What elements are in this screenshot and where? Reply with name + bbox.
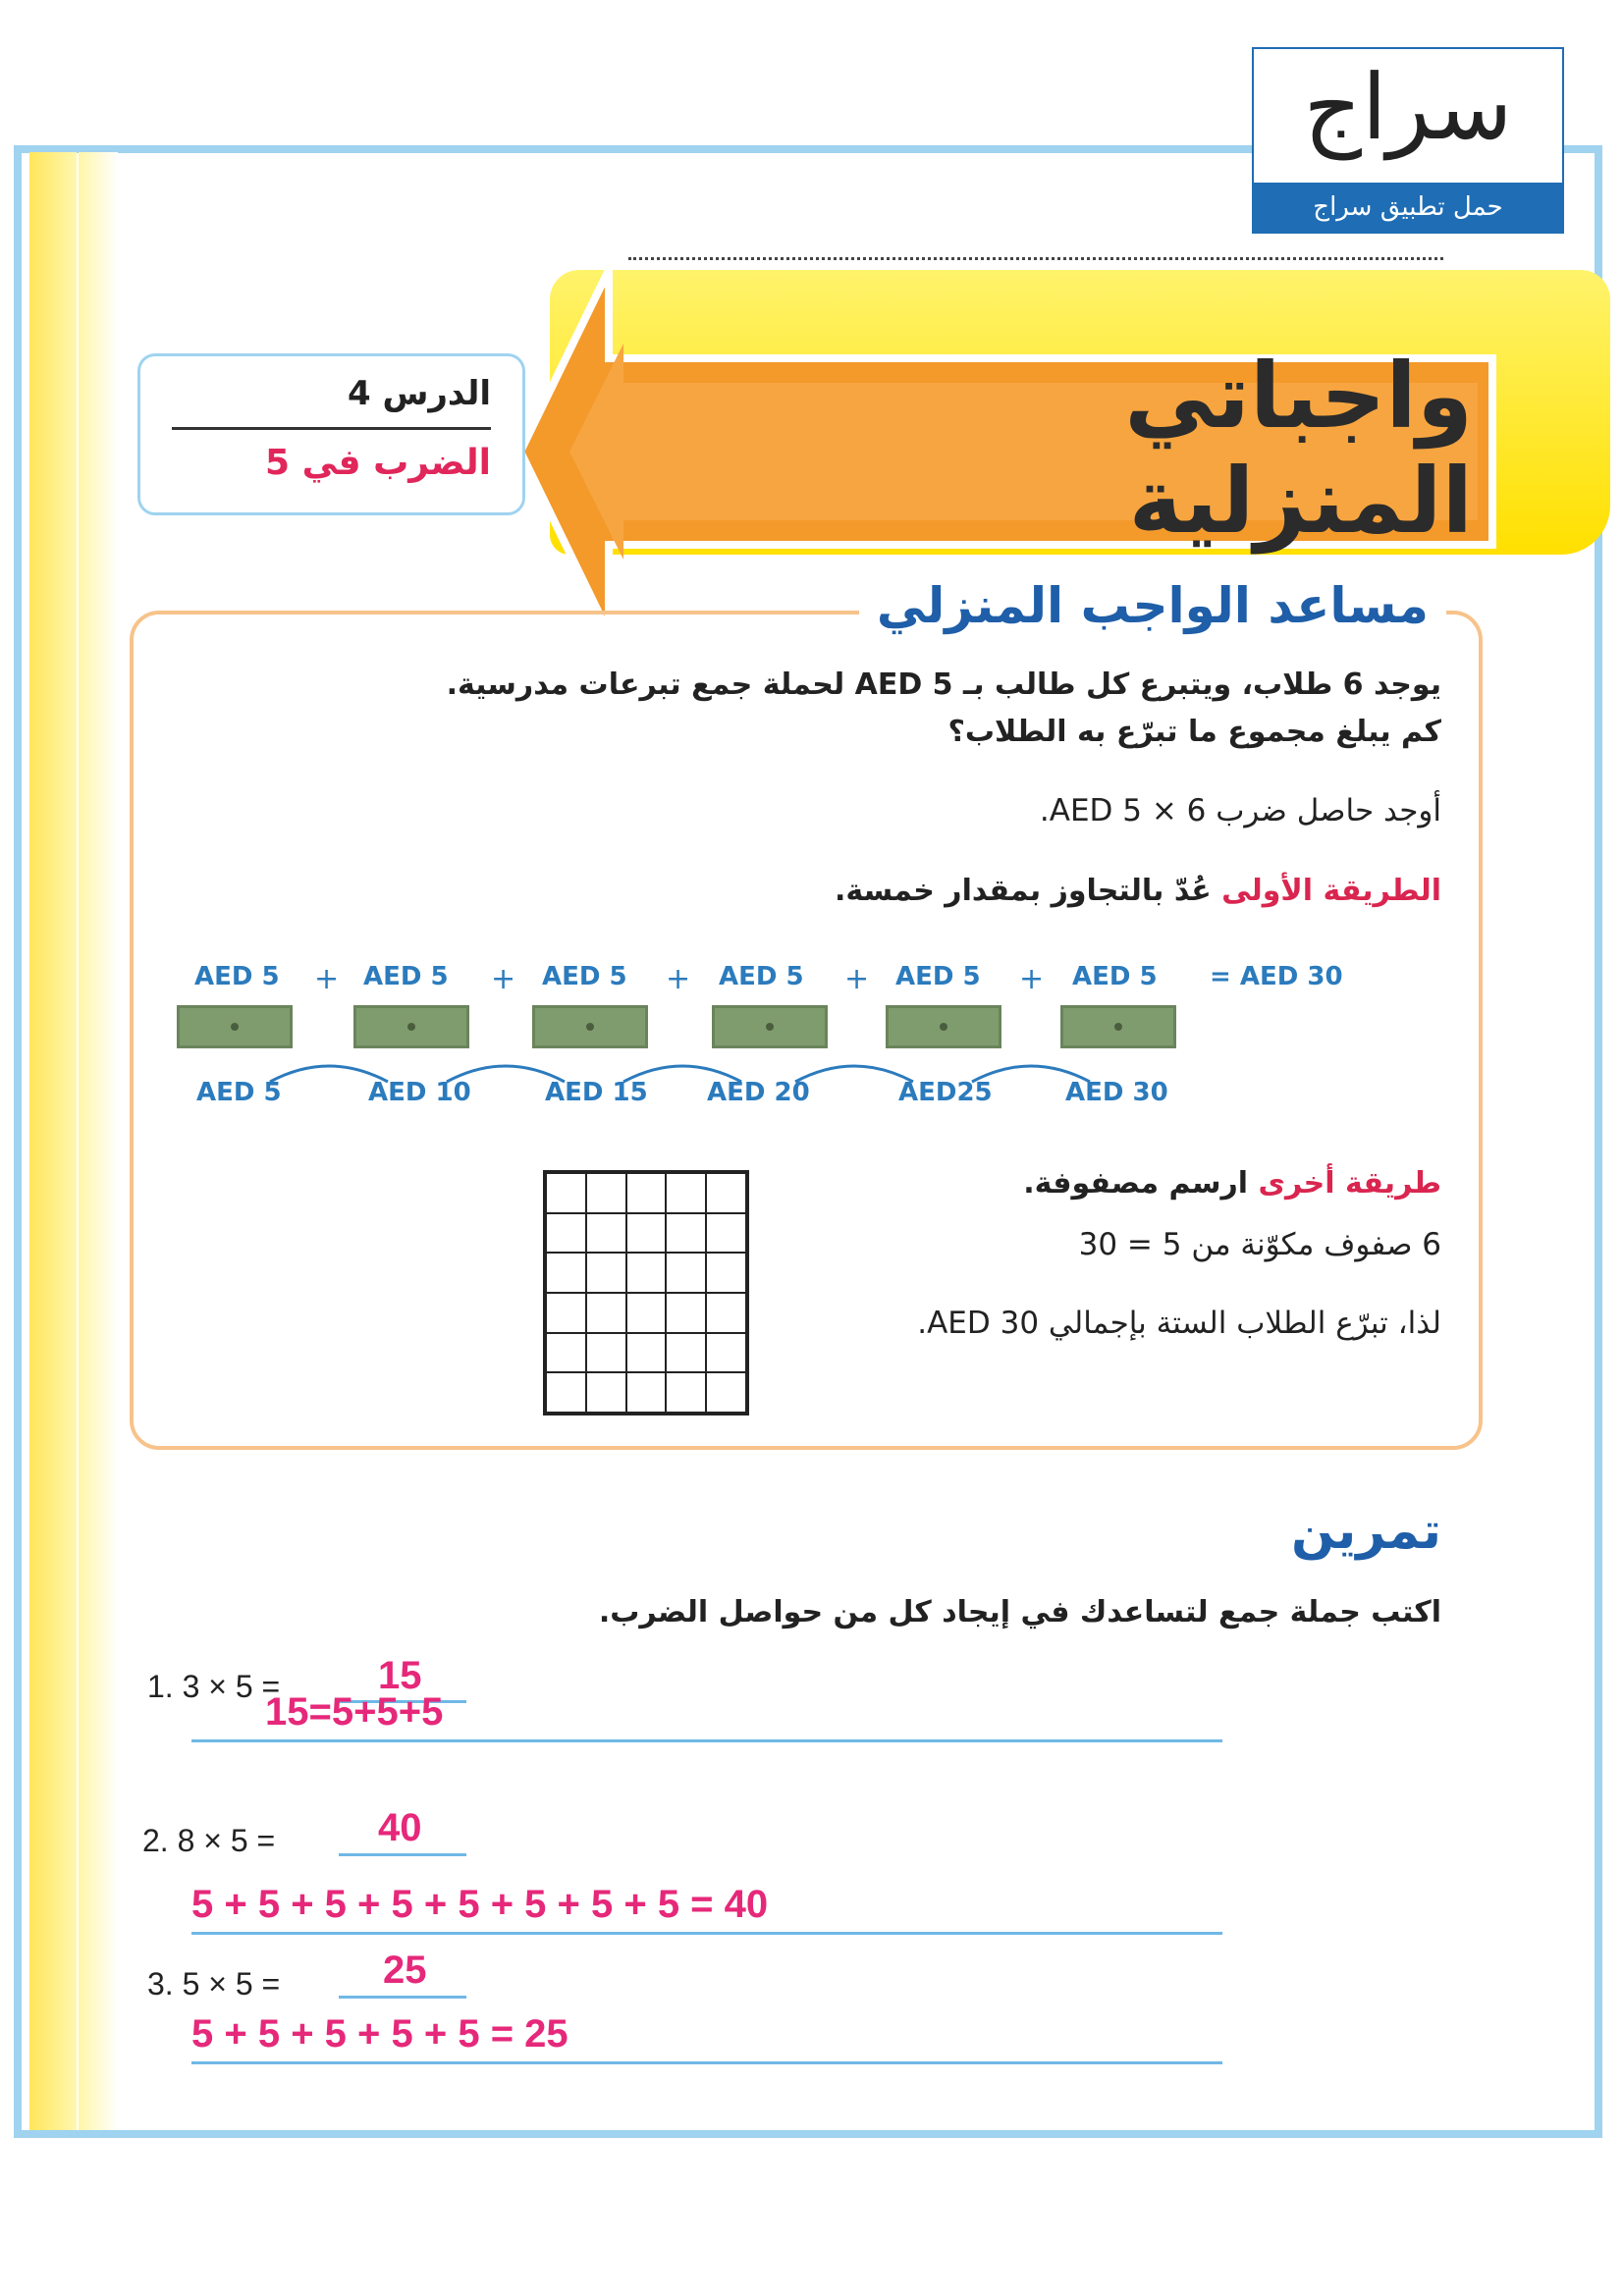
banknote-icon	[886, 1005, 1001, 1048]
problem-line-2: كم يبلغ مجموع ما تبرّع به الطلاب؟	[947, 715, 1441, 749]
plus-sign: +	[491, 962, 516, 996]
array-grid	[543, 1170, 749, 1415]
name-line	[628, 257, 1443, 260]
sentence-underline	[191, 1739, 1222, 1742]
problem-line-1: يوجد 6 طلاب، ويتبرع كل طالب بـ AED 5 لحملة جمع تبرعات مدرسية.	[446, 667, 1441, 702]
jump-label: AED 20	[707, 1078, 810, 1107]
lesson-card	[137, 353, 525, 515]
siraj-logo[interactable]	[1252, 47, 1564, 234]
logo-tagline: حمل تطبيق سراج	[1254, 183, 1562, 232]
item-expression: 3 × 5 =	[182, 1669, 281, 1704]
logo-name: سراج	[1303, 55, 1513, 160]
find-product: أوجد حاصل ضرب AED 5 × 6.	[1039, 793, 1441, 828]
bill-label: AED 5	[719, 962, 804, 991]
jump-label: AED 5	[196, 1078, 282, 1107]
lesson-topic: الضرب في 5	[264, 443, 491, 483]
method-two	[1023, 1166, 1441, 1201]
array-description: 6 صفوف مكوّنة من 5 = 30	[1078, 1227, 1441, 1262]
banknote-icon	[1060, 1005, 1176, 1048]
bill-label: AED 5	[194, 962, 280, 991]
exercise-item-3	[147, 1966, 280, 2002]
sentence-underline	[191, 2061, 1222, 2064]
item-number: 3.	[147, 1966, 174, 2002]
addition-sentence[interactable]: 5 + 5 + 5 + 5 + 5 = 25	[191, 2012, 568, 2056]
lesson-divider	[172, 427, 491, 430]
exercise-item-1	[147, 1669, 280, 1705]
yellow-side-band	[29, 152, 77, 2130]
jump-label: AED 15	[545, 1078, 648, 1107]
jump-label: AED 10	[368, 1078, 471, 1107]
plus-sign: +	[844, 962, 870, 996]
product-answer[interactable]: 40	[378, 1806, 422, 1849]
exercise-title: تمرين	[1290, 1502, 1441, 1561]
item-number: 2.	[142, 1823, 169, 1858]
bill-label: AED 5	[1072, 962, 1158, 991]
item-expression: 5 × 5 =	[182, 1966, 281, 2002]
banknote-icon	[712, 1005, 828, 1048]
plus-sign: +	[1019, 962, 1045, 996]
total-label: = AED 30	[1210, 962, 1343, 991]
jump-label: AED25	[898, 1078, 993, 1107]
method-two-text: ارسم مصفوفة.	[1023, 1166, 1249, 1201]
jump-label: AED 30	[1065, 1078, 1168, 1107]
skip-count-row	[177, 962, 1355, 1107]
banknote-icon	[532, 1005, 648, 1048]
exercise-instruction: اكتب جملة جمع لتساعدك في إيجاد كل من حواصل الضرب.	[598, 1595, 1441, 1629]
banknote-icon	[353, 1005, 469, 1048]
method-one	[835, 874, 1441, 908]
plus-sign: +	[666, 962, 691, 996]
method-one-text: عُدّ بالتجاوز بمقدار خمسة.	[835, 874, 1212, 908]
yellow-side-band-fade	[79, 152, 118, 2130]
item-number: 1.	[147, 1669, 174, 1704]
banner-title: واجباتي المنزلية	[1124, 344, 1473, 554]
method-one-label: الطريقة الأولى	[1221, 874, 1441, 908]
sentence-underline	[191, 1932, 1222, 1935]
conclusion: لذا، تبرّع الطلاب الستة بإجمالي AED 30.	[917, 1306, 1441, 1341]
bill-label: AED 5	[542, 962, 627, 991]
exercise-item-2	[142, 1823, 275, 1859]
copyright-note	[1534, 1571, 1547, 2042]
bill-label: AED 5	[363, 962, 449, 991]
plus-sign: +	[314, 962, 340, 996]
answer-underline	[339, 1853, 466, 1856]
product-answer[interactable]: 15	[378, 1654, 422, 1697]
banknote-icon	[177, 1005, 293, 1048]
helper-title: مساعد الواجب المنزلي	[859, 577, 1446, 634]
addition-sentence[interactable]: 15=5+5+5	[265, 1690, 444, 1734]
addition-sentence[interactable]: 5 + 5 + 5 + 5 + 5 + 5 + 5 + 5 = 40	[191, 1883, 769, 1926]
bill-label: AED 5	[895, 962, 981, 991]
product-answer[interactable]: 25	[383, 1949, 427, 1992]
answer-underline	[339, 1996, 466, 1999]
lesson-label: الدرس 4	[347, 374, 491, 413]
item-expression: 8 × 5 =	[177, 1823, 276, 1858]
method-two-label: طريقة أخرى	[1258, 1166, 1441, 1201]
